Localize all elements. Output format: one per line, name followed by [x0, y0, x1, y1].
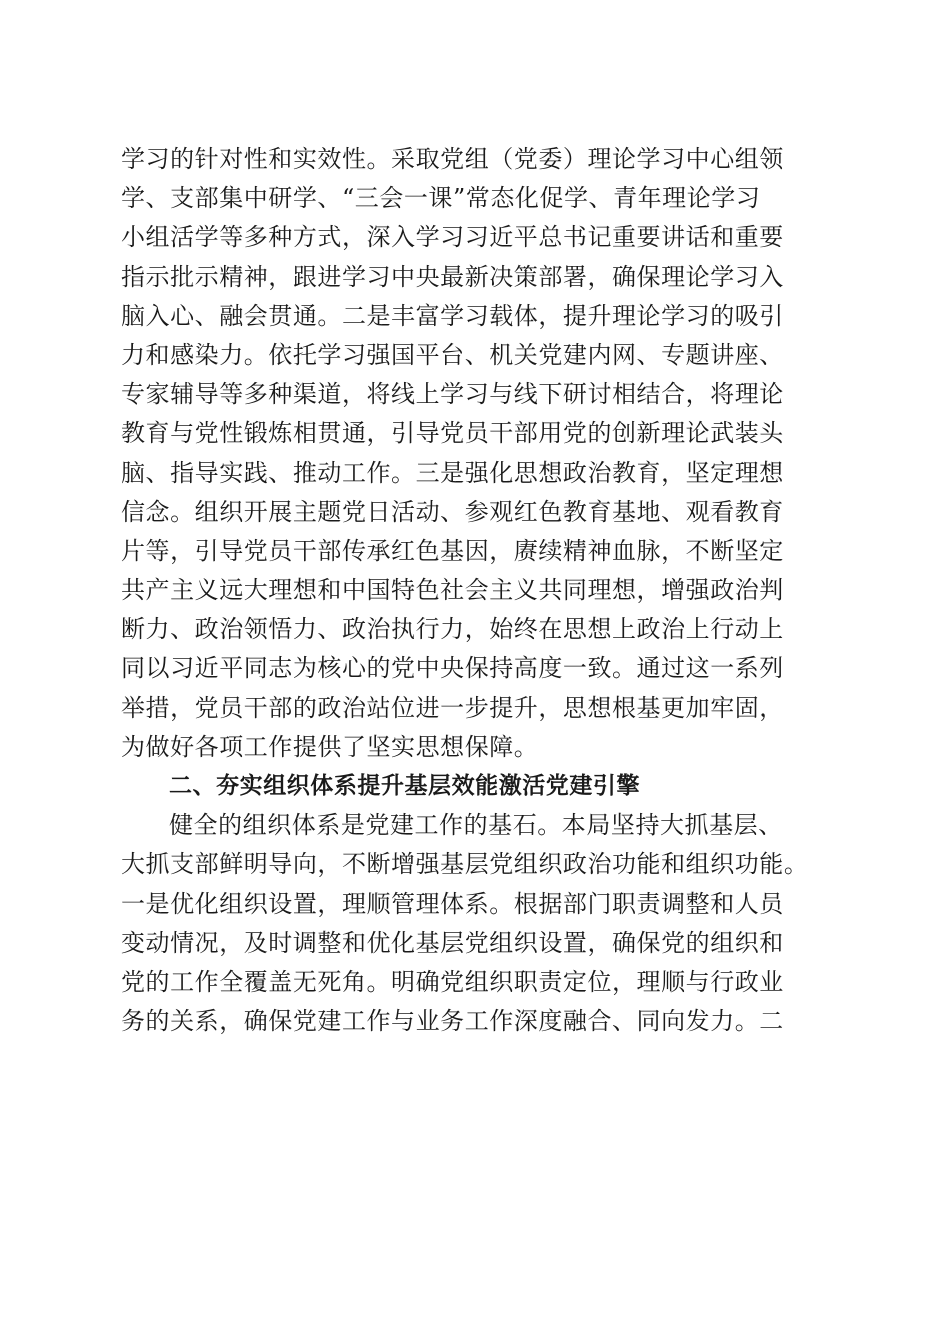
paragraph-1-line-9: 脑、指导实践、推动工作。三是强化思想政治教育，坚定理想 — [121, 458, 784, 487]
paragraph-1-line-4: 指示批示精神，跟进学习中央最新决策部署，确保理论学习入 — [121, 262, 784, 291]
paragraph-1-line-16: 为做好各项工作提供了坚实思想保障。 — [121, 732, 539, 761]
paragraph-1-line-12: 共产主义远大理想和中国特色社会主义共同理想，增强政治判 — [121, 576, 784, 605]
paragraph-1-line-11: 片等，引导党员干部传承红色基因，赓续精神血脉，不断坚定 — [121, 536, 784, 565]
paragraph-1-line-13: 断力、政治领悟力、政治执行力，始终在思想上政治上行动上 — [121, 615, 784, 644]
paragraph-1-line-8: 教育与党性锻炼相贯通，引导党员干部用党的创新理论武装头 — [121, 419, 784, 448]
paragraph-1-line-6: 力和感染力。依托学习强国平台、机关党建内网、专题讲座、 — [121, 340, 784, 369]
paragraph-2-line-2: 大抓支部鲜明导向，不断增强基层党组织政治功能和组织功能。 — [121, 850, 809, 879]
paragraph-2-line-3: 一是优化组织设置，理顺管理体系。根据部门职责调整和人员 — [121, 889, 784, 918]
paragraph-1-line-2: 学、支部集中研学、“三会一课”常态化促学、青年理论学习 — [121, 184, 761, 213]
paragraph-1-line-3: 小组活学等多种方式，深入学习习近平总书记重要讲话和重要 — [121, 223, 784, 252]
paragraph-1-line-7: 专家辅导等多种渠道，将线上学习与线下研讨相结合，将理论 — [121, 380, 784, 409]
paragraph-2-line-1: 健全的组织体系是党建工作的基石。本局坚持大抓基层、 — [169, 811, 783, 840]
paragraph-1-line-14: 同以习近平同志为核心的党中央保持高度一致。通过这一系列 — [121, 654, 784, 683]
paragraph-1-line-1: 学习的针对性和实效性。采取党组（党委）理论学习中心组领 — [121, 145, 784, 173]
paragraph-1-line-10: 信念。组织开展主题党日活动、参观红色教育基地、观看教育 — [121, 497, 784, 526]
section-heading-2: 二、夯实组织体系提升基层效能激活党建引擎 — [169, 773, 640, 799]
paragraph-1-line-15: 举措，党员干部的政治站位进一步提升，思想根基更加牢固， — [121, 693, 784, 722]
paragraph-2-line-4: 变动情况，及时调整和优化基层党组织设置，确保党的组织和 — [121, 928, 784, 957]
paragraph-2-line-5: 党的工作全覆盖无死角。明确党组织职责定位，理顺与行政业 — [121, 967, 784, 996]
body-text — [121, 140, 833, 1041]
paragraph-1-line-5: 脑入心、融会贯通。二是丰富学习载体，提升理论学习的吸引 — [121, 301, 784, 330]
paragraph-2-line-6: 务的关系，确保党建工作与业务工作深度融合、同向发力。二 — [121, 1007, 784, 1036]
